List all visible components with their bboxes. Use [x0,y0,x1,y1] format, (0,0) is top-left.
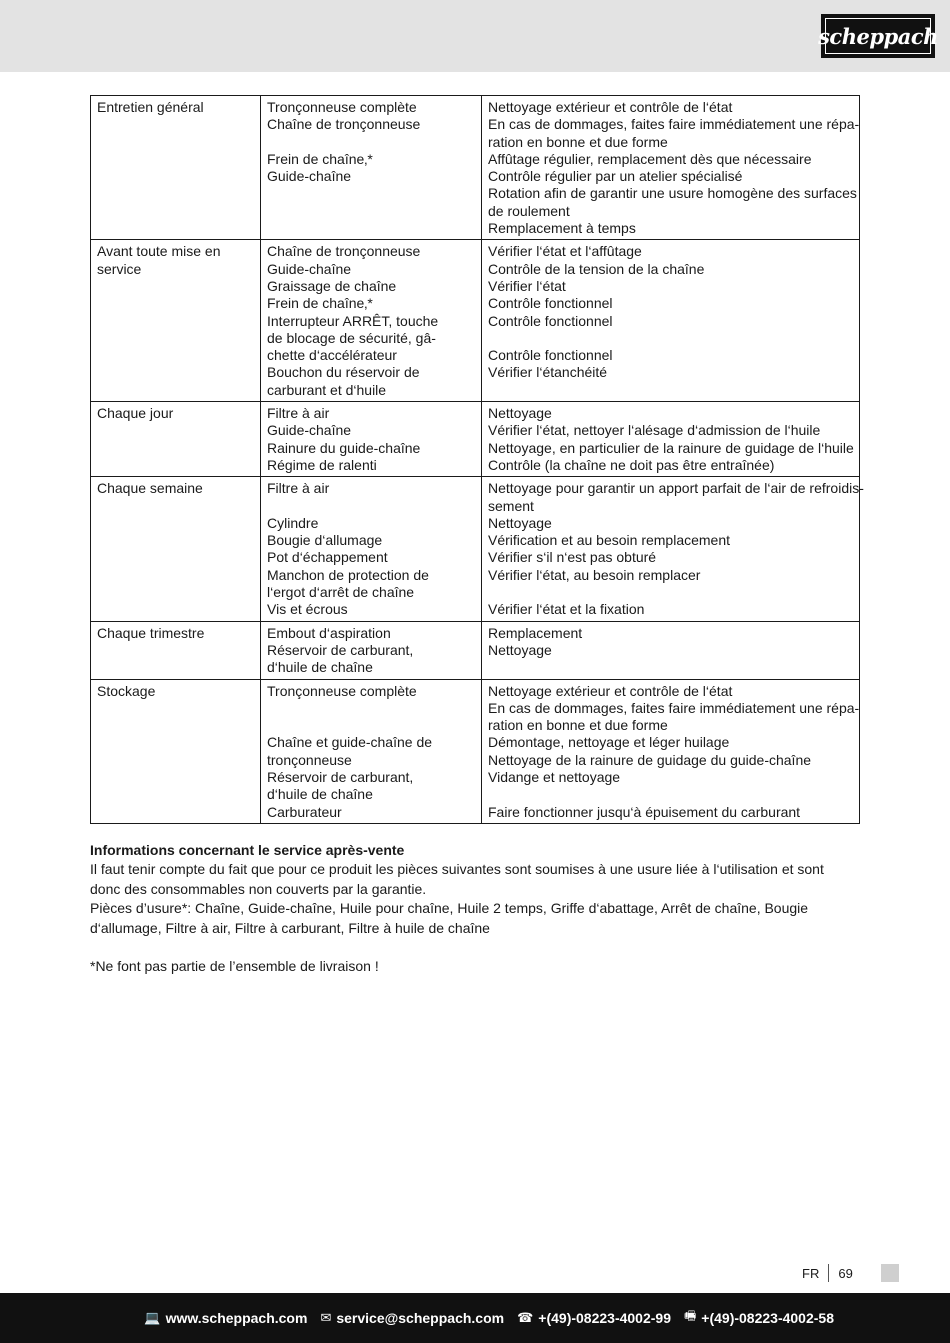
cell-line: Nettoyage extérieur et contrôle de l‘état [488,682,733,699]
cell-line: Nettoyage [488,514,552,531]
footer-fax [684,1307,834,1329]
language-code: FR [802,1265,820,1281]
footer-website[interactable] [144,1310,307,1326]
cell-line: ration en bonne et due forme [488,717,668,734]
computer-icon: 💻 [144,1310,161,1326]
cell-line: Vérifier s‘il n‘est pas obturé [488,549,657,566]
cell-line: Bougie d‘allumage [267,532,383,549]
cell-line: Chaîne de tronçonneuse [267,116,421,133]
cell-line: ration en bonne et due forme [488,133,668,150]
phone-icon: ☎ [517,1310,534,1326]
phone-number: +(49)-08223-4002-99 [538,1310,671,1326]
cell-line: Tronçonneuse complète [267,682,417,699]
cell-line: Cylindre [267,514,319,531]
table-row [91,402,860,477]
cell-line: Contrôle fonctionnel [488,347,613,364]
cell-line: Guide-chaîne [267,260,352,277]
interval-cell [91,96,261,240]
cell-line: Nettoyage [488,641,552,658]
cell-line: Démontage, nettoyage et léger huilage [488,734,730,751]
interval-cell [91,240,261,402]
service-line: donc des consommables non couverts par la garantie. [90,880,427,897]
interval-cell [91,679,261,823]
cell-line: Nettoyage [488,405,552,422]
parts-cell [261,96,482,240]
footer-bar [0,1293,950,1343]
table-row [91,621,860,679]
cell-line: Contrôle fonctionnel [488,295,613,312]
cell-line: Remplacement [488,624,583,641]
cell-line [488,382,853,399]
page-number: 69 [838,1265,853,1281]
cell-line: Avant toute mise en [97,243,221,260]
cell-line: Vérifier l‘état et la fixation [488,601,645,618]
interval-cell [91,621,261,679]
cell-line: Chaque semaine [97,480,203,497]
cell-line: Réservoir de carburant, [267,641,414,658]
delivery-note: *Ne font pas partie de l’ensemble de livraison ! [90,958,379,975]
page-marker [881,1264,899,1282]
actions-cell [482,96,860,240]
fax-number: +(49)-08223-4002-58 [701,1310,834,1326]
cell-line: Nettoyage pour garantir un apport parfait de l‘air de refroidis- [488,480,864,497]
table-row [91,96,860,240]
parts-cell [261,477,482,621]
page-number-block [802,1264,853,1282]
service-line: d‘allumage, Filtre à air, Filtre à carburant, Filtre à huile de chaîne [90,919,490,936]
interval-cell [91,477,261,621]
email-link[interactable]: service@scheppach.com [336,1310,505,1326]
table-row [91,240,860,402]
parts-cell [261,240,482,402]
cell-line: Affûtage régulier, remplacement dès que nécessaire [488,150,812,167]
cell-line [488,330,853,347]
cell-line: Tronçonneuse complète [267,99,417,115]
cell-line: Remplacement à temps [488,220,636,237]
cell-line: de roulement [488,202,570,219]
website-link[interactable]: www.scheppach.com [165,1310,308,1326]
cell-line: Contrôle (la chaîne ne doit pas être entraînée) [488,456,775,473]
cell-line: Contrôle fonctionnel [488,312,613,329]
cell-line: Vérification et au besoin remplacement [488,532,731,549]
cell-line [488,659,853,676]
cell-line: Filtre à air [267,480,330,497]
maintenance-table [90,95,864,824]
service-line: Pièces d’usure*: Chaîne, Guide-chaîne, Huile pour chaîne, Huile 2 temps, Griffe d‘abattage, Arrêt de chaîne, Bougie [90,900,809,917]
cell-line: Graissage de chaîne [267,277,397,294]
cell-line [267,203,475,220]
cell-line: d‘huile de chaîne [267,659,373,676]
cell-line: Vidange et nettoyage [488,768,621,785]
page-separator [828,1264,829,1282]
cell-line: Vérifier l‘état et l‘affûtage [488,243,642,260]
cell-line: Frein de chaîne‚* [267,150,373,167]
cell-line: d‘huile de chaîne [267,786,373,803]
cell-line: Chaîne de tronçonneuse [267,243,421,260]
cell-line: Frein de chaîne‚* [267,295,373,312]
cell-line: Interrupteur ARRÊT, touche [267,312,439,329]
cell-line: Nettoyage, en particulier de la rainure de guidage de l‘huile [488,439,854,456]
cell-line: Entretien général [97,99,204,115]
cell-line: sement [488,497,534,514]
header-band [0,0,950,72]
cell-line [488,584,853,601]
cell-line: En cas de dommages, faites faire immédiatement une répa- [488,699,860,716]
fax-icon: 🖷 [684,1309,697,1324]
cell-line [267,185,475,202]
cell-line: Contrôle régulier par un atelier spécialisé [488,168,743,185]
cell-line [267,220,475,237]
cell-line: Pot d‘échappement [267,549,388,566]
footer-email[interactable] [320,1310,504,1326]
actions-cell [482,679,860,823]
cell-line: Régime de ralenti [267,456,377,473]
cell-line: Rotation afin de garantir une usure homogène des surfaces [488,185,857,202]
service-info [90,841,860,977]
interval-cell [91,402,261,477]
service-title: Informations concernant le service après-vente [90,842,405,858]
cell-line: Vis et écrous [267,601,348,618]
cell-line: Réservoir de carburant, [267,768,414,785]
scheppach-logo [818,14,938,58]
footer-phone [517,1310,671,1326]
table-row [91,477,860,621]
cell-line: Guide-chaîne [267,422,352,439]
cell-line: Chaîne et guide-chaîne de [267,734,433,751]
cell-line: Vérifier l‘étanchéité [488,364,608,381]
parts-cell [261,621,482,679]
cell-line: Faire fonctionner jusqu‘à épuisement du carburant [488,803,801,820]
cell-line: l‘ergot d‘arrêt de chaîne [267,584,415,601]
cell-line: Guide-chaîne [267,168,352,185]
parts-cell [261,679,482,823]
cell-line [267,134,475,151]
cell-line: Manchon de protection de [267,566,429,583]
cell-line: Nettoyage extérieur et contrôle de l‘état [488,99,733,115]
cell-line: de blocage de sécurité, gâ- [267,329,436,346]
cell-line: service [97,260,142,277]
cell-line: Carburateur [267,803,342,820]
cell-line: Contrôle de la tension de la chaîne [488,260,705,277]
cell-line: tronçonneuse [267,751,352,768]
cell-line: Nettoyage de la rainure de guidage du guide-chaîne [488,751,812,768]
parts-cell [261,402,482,477]
actions-cell [482,402,860,477]
cell-line: Vérifier l‘état, nettoyer l‘alésage d‘admission de l‘huile [488,422,821,439]
cell-line: Bouchon du réservoir de [267,364,420,381]
cell-line: Chaque trimestre [97,624,205,641]
cell-line: Rainure du guide-chaîne [267,439,421,456]
cell-line: En cas de dommages, faites faire immédiatement une répa- [488,116,860,133]
cell-line: Embout d‘aspiration [267,624,391,641]
cell-line: Stockage [97,682,156,699]
logo-text: scheppach [825,18,931,54]
cell-line: Vérifier l‘état, au besoin remplacer [488,566,701,583]
actions-cell [482,240,860,402]
cell-line: Chaque jour [97,405,174,422]
actions-cell [482,621,860,679]
service-line: Il faut tenir compte du fait que pour ce produit les pièces suivantes sont soumises à une usure liée à l‘utilisation et sont [90,861,824,878]
cell-line: carburant et d‘huile [267,381,387,398]
cell-line [267,498,475,515]
cell-line [267,717,475,734]
cell-line: Filtre à air [267,405,330,422]
cell-line: chette d‘accélérateur [267,347,397,364]
actions-cell [482,477,864,621]
cell-line: Vérifier l‘état [488,277,566,294]
cell-line [267,700,475,717]
table-row [91,679,860,823]
cell-line [488,786,853,803]
mail-icon: ✉ [320,1310,332,1326]
